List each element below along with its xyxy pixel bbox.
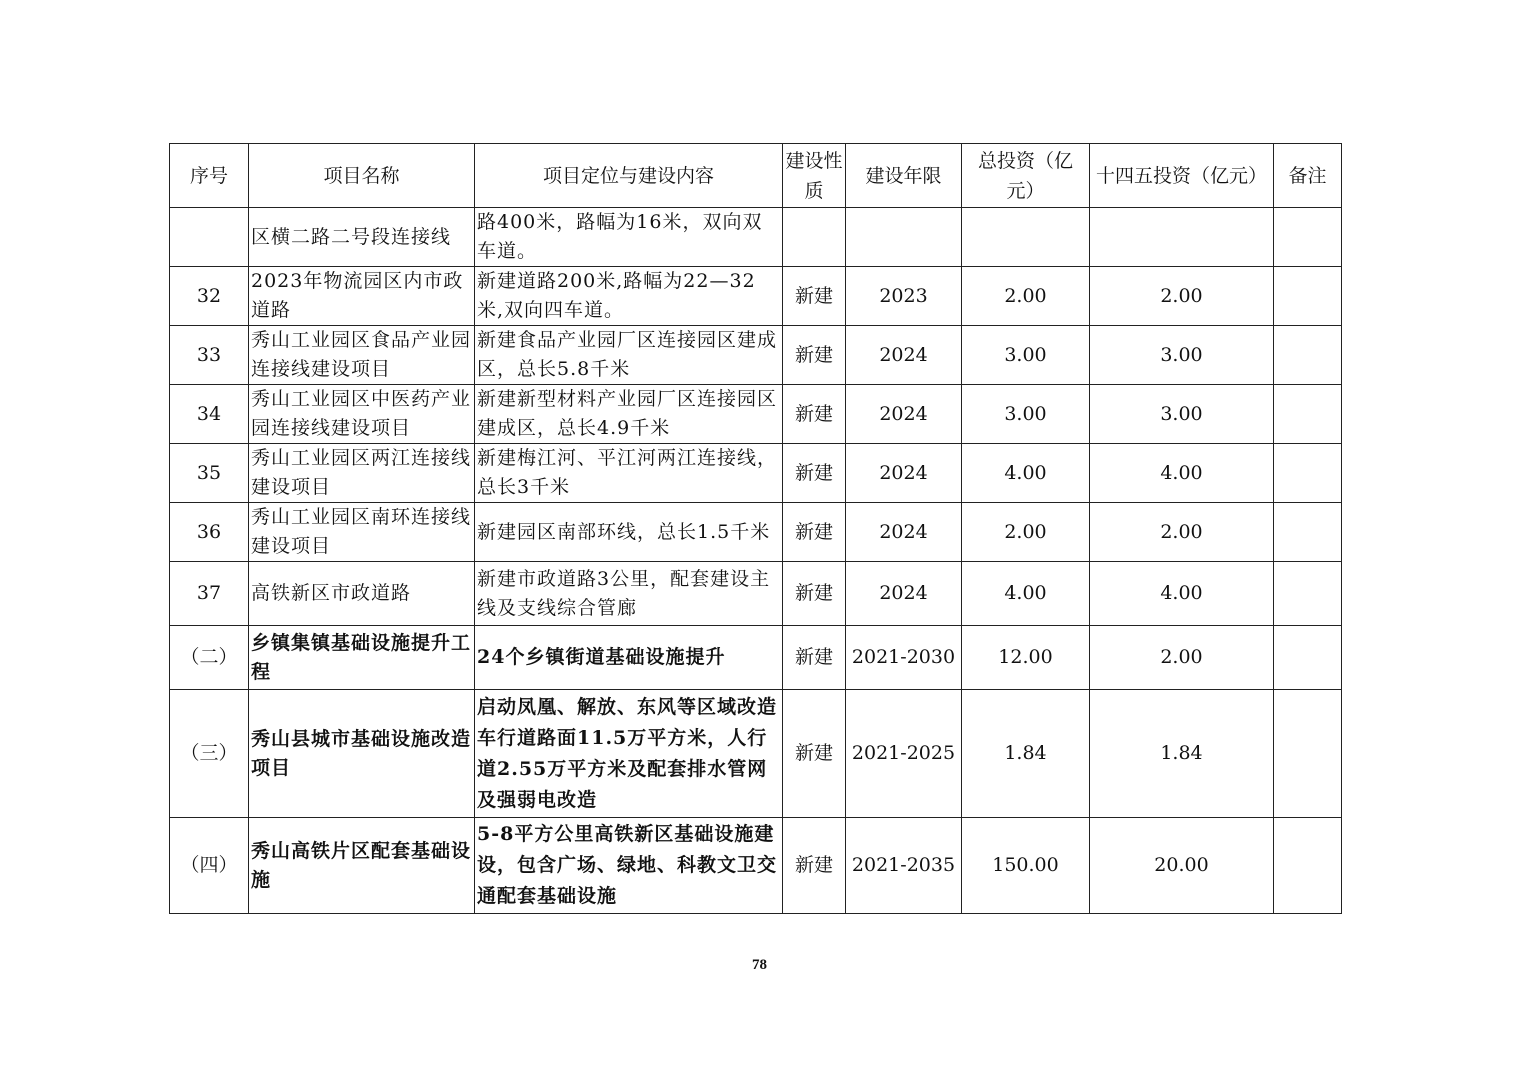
cell-seq: 32 [170,267,249,326]
cell-nature: 新建 [783,326,846,385]
cell-seq: 37 [170,562,249,626]
cell-period: 2021-2035 [846,818,962,914]
cell-note [1274,326,1342,385]
cell-seq: 34 [170,385,249,444]
page-number: 78 [752,957,767,973]
cell-content: 新建食品产业园厂区连接园区建成区，总长5.8千米 [475,326,783,385]
cell-nature: 新建 [783,562,846,626]
cell-seq: 35 [170,444,249,503]
cell-note [1274,385,1342,444]
cell-fyp: 2.00 [1090,267,1274,326]
table-row [170,326,1342,385]
cell-name: 高铁新区市政道路 [249,562,475,626]
cell-name: 区横二路二号段连接线 [249,208,475,267]
cell-total: 1.84 [962,690,1090,818]
cell-nature: 新建 [783,818,846,914]
cell-period: 2021-2030 [846,626,962,690]
cell-seq: （四） [170,818,249,914]
cell-note [1274,562,1342,626]
cell-note [1274,818,1342,914]
cell-content: 新建道路200米,路幅为22—32米,双向四车道。 [475,267,783,326]
cell-name: 秀山工业园区南环连接线建设项目 [249,503,475,562]
cell-content: 新建梅江河、平江河两江连接线，总长3千米 [475,444,783,503]
cell-fyp: 20.00 [1090,818,1274,914]
cell-content: 5-8平方公里高铁新区基础设施建设，包含广场、绿地、科教文卫交通配套基础设施 [475,818,783,914]
cell-name: 秀山工业园区食品产业园连接线建设项目 [249,326,475,385]
table-row [170,208,1342,267]
cell-total: 4.00 [962,444,1090,503]
cell-name: 秀山高铁片区配套基础设施 [249,818,475,914]
cell-note [1274,267,1342,326]
header-nature: 建设性质 [783,144,846,208]
header-note: 备注 [1274,144,1342,208]
header-period: 建设年限 [846,144,962,208]
cell-seq [170,208,249,267]
cell-period: 2024 [846,444,962,503]
cell-period: 2021-2025 [846,690,962,818]
cell-nature: 新建 [783,690,846,818]
cell-fyp [1090,208,1274,267]
header-total: 总投资（亿元） [962,144,1090,208]
cell-name: 秀山工业园区两江连接线建设项目 [249,444,475,503]
cell-nature [783,208,846,267]
table-row [170,690,1342,818]
cell-nature: 新建 [783,267,846,326]
cell-content: 新建新型材料产业园厂区连接园区建成区，总长4.9千米 [475,385,783,444]
header-fyp: 十四五投资（亿元） [1090,144,1274,208]
cell-content: 路400米，路幅为16米，双向双车道。 [475,208,783,267]
cell-content: 启动凤凰、解放、东风等区域改造车行道路面11.5万平方米，人行道2.55万平方米及配套排水管网及强弱电改造 [475,690,783,818]
cell-note [1274,690,1342,818]
cell-seq: 36 [170,503,249,562]
cell-total: 12.00 [962,626,1090,690]
cell-name: 秀山工业园区中医药产业园连接线建设项目 [249,385,475,444]
cell-note [1274,444,1342,503]
cell-fyp: 1.84 [1090,690,1274,818]
table-row [170,385,1342,444]
cell-fyp: 4.00 [1090,444,1274,503]
cell-total: 3.00 [962,385,1090,444]
cell-total: 2.00 [962,267,1090,326]
table-row [170,626,1342,690]
table-row [170,562,1342,626]
cell-nature: 新建 [783,503,846,562]
cell-nature: 新建 [783,444,846,503]
header-content: 项目定位与建设内容 [475,144,783,208]
cell-total: 150.00 [962,818,1090,914]
cell-note [1274,503,1342,562]
cell-total: 4.00 [962,562,1090,626]
cell-period: 2023 [846,267,962,326]
cell-fyp: 2.00 [1090,503,1274,562]
cell-name: 2023年物流园区内市政道路 [249,267,475,326]
table-row [170,818,1342,914]
cell-period: 2024 [846,385,962,444]
table-row [170,444,1342,503]
cell-fyp: 3.00 [1090,385,1274,444]
cell-period: 2024 [846,503,962,562]
project-table [169,143,1342,914]
cell-name: 秀山县城市基础设施改造项目 [249,690,475,818]
cell-seq: （三） [170,690,249,818]
cell-content: 24个乡镇街道基础设施提升 [475,626,783,690]
cell-name: 乡镇集镇基础设施提升工程 [249,626,475,690]
cell-seq: （二） [170,626,249,690]
cell-note [1274,208,1342,267]
header-row [170,144,1342,208]
table-row [170,503,1342,562]
header-name: 项目名称 [249,144,475,208]
cell-content: 新建市政道路3公里，配套建设主线及支线综合管廊 [475,562,783,626]
header-seq: 序号 [170,144,249,208]
cell-nature: 新建 [783,626,846,690]
cell-content: 新建园区南部环线，总长1.5千米 [475,503,783,562]
cell-period: 2024 [846,562,962,626]
cell-total: 2.00 [962,503,1090,562]
cell-period: 2024 [846,326,962,385]
cell-fyp: 2.00 [1090,626,1274,690]
table-row [170,267,1342,326]
cell-period [846,208,962,267]
cell-fyp: 4.00 [1090,562,1274,626]
cell-note [1274,626,1342,690]
cell-total [962,208,1090,267]
cell-nature: 新建 [783,385,846,444]
cell-fyp: 3.00 [1090,326,1274,385]
cell-total: 3.00 [962,326,1090,385]
cell-seq: 33 [170,326,249,385]
